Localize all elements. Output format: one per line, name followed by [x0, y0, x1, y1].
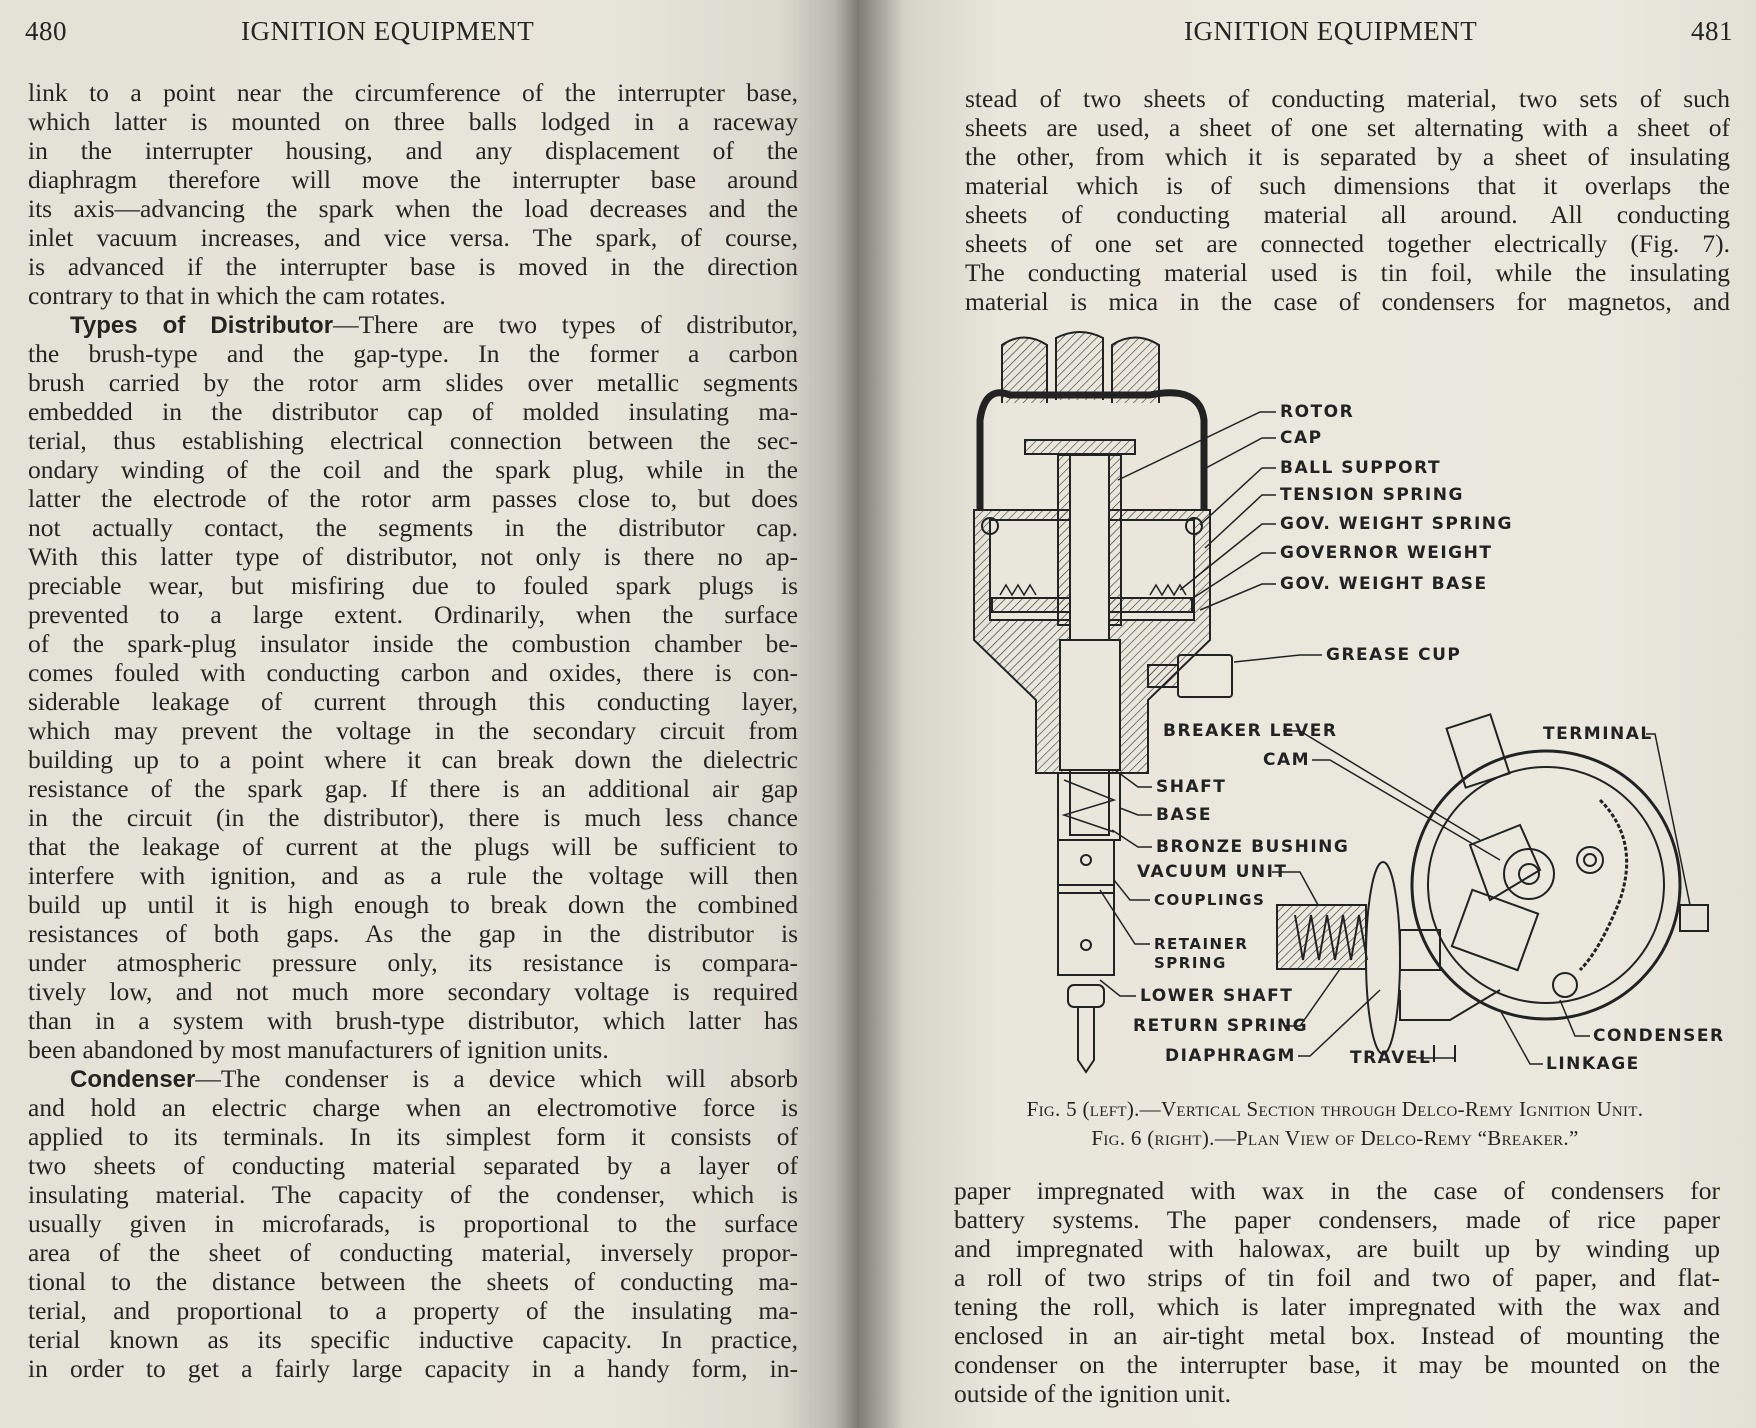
- line-text: latter the electrode of the rotor arm passes close to, but does: [28, 484, 798, 513]
- line-text: than in a system with brush-type distributor, which latter has: [28, 1006, 798, 1035]
- line-text: in order to get a fairly large capacity in a handy form, in-: [28, 1354, 798, 1383]
- line-text: of the spark-plug insulator inside the combustion chamber be-: [28, 629, 798, 658]
- line-text: The conducting material used is tin foil, while the insulating: [965, 258, 1730, 287]
- line-text: its axis—advancing the spark when the load decreases and the: [28, 194, 798, 223]
- label-return-spring: RETURN SPRING: [1133, 1016, 1309, 1036]
- line-text: terial, thus establishing electrical connection between the sec-: [28, 426, 798, 455]
- text-line: [954, 1321, 1720, 1350]
- line-text: a roll of two strips of tin foil and two of paper, and flat-: [954, 1263, 1720, 1292]
- line-text: comes fouled with conducting carbon and oxides, there is con-: [28, 658, 798, 687]
- label-rotor: ROTOR: [1280, 402, 1355, 422]
- figure-6-caption: Fig. 6 (right).—Plan View of Delco-Remy “Breaker.”: [1091, 1126, 1579, 1150]
- line-text: interfere with ignition, and as a rule the voltage will then: [28, 861, 798, 890]
- line-text: in the circuit (in the distributor), there is much less chance: [28, 803, 798, 832]
- text-line: [954, 1379, 1720, 1408]
- line-text: With this latter type of distributor, not only is there no ap-: [28, 542, 798, 571]
- running-head-right: IGNITION EQUIPMENT: [1184, 16, 1478, 46]
- line-text: that the leakage of current at the plugs will be sufficient to: [28, 832, 798, 861]
- line-text: and hold an electric charge when an electromotive force is: [28, 1093, 798, 1122]
- page-number-left: 480: [25, 16, 67, 46]
- line-text: —The condenser is a device which will absorb: [195, 1064, 798, 1093]
- label-tension-spring: TENSION SPRING: [1280, 485, 1464, 505]
- line-text: ondary winding of the coil and the spark plug, while in the: [28, 455, 798, 484]
- label-cap: CAP: [1280, 428, 1323, 448]
- label-shaft: SHAFT: [1156, 777, 1227, 797]
- line-text: terial known as its specific inductive capacity. In practice,: [28, 1325, 798, 1354]
- line-text: contrary to that in which the cam rotates.: [28, 281, 446, 310]
- line-text: prevented to a large extent. Ordinarily, when the surface: [28, 600, 798, 629]
- line-text: the other, from which it is separated by a sheet of insulating: [965, 142, 1730, 171]
- line-text: enclosed in an air-tight metal box. Instead of mounting the: [954, 1321, 1720, 1350]
- line-text: building up to a point where it can break down the dielectric: [28, 745, 798, 774]
- line-text: applied to its terminals. In its simplest form it consists of: [28, 1122, 798, 1151]
- line-text: usually given in microfarads, is proportional to the surface: [28, 1209, 798, 1238]
- text-line: [954, 1292, 1720, 1321]
- label-bronze-bushing: BRONZE BUSHING: [1156, 837, 1350, 857]
- text-line: [954, 1234, 1720, 1263]
- line-text: not actually contact, the segments in the distributor cap.: [28, 513, 798, 542]
- paragraph-heading: Condenser: [70, 1066, 196, 1093]
- line-text: and impregnated with halowax, are built up by winding up: [954, 1234, 1720, 1263]
- line-text: sheets of conducting material all around. All conducting: [965, 200, 1730, 229]
- label-diaphragm: DIAPHRAGM: [1165, 1046, 1296, 1066]
- label-governor-weight: GOVERNOR WEIGHT: [1280, 543, 1493, 563]
- label-spring: SPRING: [1154, 954, 1227, 972]
- page-number-right: 481: [1691, 16, 1733, 46]
- line-text: sheets are used, a sheet of one set alternating with a sheet of: [965, 113, 1730, 142]
- figure-5-caption: Fig. 5 (left).—Vertical Section through Delco-Remy Ignition Unit.: [1026, 1097, 1644, 1121]
- line-text: condenser on the interrupter base, it may be mounted on the: [954, 1350, 1720, 1379]
- line-text: sheets of one set are connected together electrically (Fig. 7).: [965, 229, 1730, 258]
- label-gov-weight-base: GOV. WEIGHT BASE: [1280, 574, 1488, 594]
- line-text: tional to the distance between the sheets of conducting ma-: [28, 1267, 798, 1296]
- line-text: build up until it is high enough to break down the combined: [28, 890, 798, 919]
- line-text: been abandoned by most manufacturers of ignition units.: [28, 1035, 609, 1064]
- label-gov-weight-spring: GOV. WEIGHT SPRING: [1280, 514, 1513, 534]
- line-text: which may prevent the voltage in the secondary circuit from: [28, 716, 798, 745]
- line-text: outside of the ignition unit.: [954, 1379, 1231, 1408]
- line-text: link to a point near the circumference of the interrupter base,: [28, 78, 798, 107]
- line-text: two sheets of conducting material separated by a layer of: [28, 1151, 798, 1180]
- text-line: [954, 1176, 1720, 1205]
- line-text: under atmospheric pressure only, its resistance is compara-: [28, 948, 798, 977]
- line-text: is advanced if the interrupter base is moved in the direction: [28, 252, 798, 281]
- label-cam: CAM: [1263, 750, 1311, 770]
- line-text: battery systems. The paper condensers, made of rice paper: [954, 1205, 1720, 1234]
- line-text: inlet vacuum increases, and vice versa. The spark, of course,: [28, 223, 798, 252]
- text-line: [954, 1350, 1720, 1379]
- paragraph-heading: Types of Distributor: [70, 312, 334, 339]
- line-text: in the interrupter housing, and any displacement of the: [28, 136, 798, 165]
- text-line: [954, 1263, 1720, 1292]
- label-linkage: LINKAGE: [1546, 1054, 1640, 1074]
- line-text: tening the roll, which is later impregnated with the wax and: [954, 1292, 1720, 1321]
- line-text: siderable leakage of current through this conducting layer,: [28, 687, 798, 716]
- line-text: stead of two sheets of conducting material, two sets of such: [965, 84, 1730, 113]
- label-grease-cup: GREASE CUP: [1326, 645, 1462, 665]
- line-text: resistance of the spark gap. If there is an additional air gap: [28, 774, 798, 803]
- line-text: diaphragm therefore will move the interrupter base around: [28, 165, 798, 194]
- line-text: terial, and proportional to a property of the insulating ma-: [28, 1296, 798, 1325]
- line-text: paper impregnated with wax in the case of condensers for: [954, 1176, 1720, 1205]
- line-text: which latter is mounted on three balls lodged in a raceway: [28, 107, 798, 136]
- line-text: insulating material. The capacity of the condenser, which is: [28, 1180, 798, 1209]
- line-text: brush carried by the rotor arm slides over metallic segments: [28, 368, 798, 397]
- line-text: —There are two types of distributor,: [333, 310, 798, 339]
- label-vacuum-unit: VACUUM UNIT: [1137, 862, 1288, 882]
- running-head-left: IGNITION EQUIPMENT: [241, 16, 535, 46]
- label-couplings: COUPLINGS: [1154, 891, 1266, 909]
- label-lower-shaft: LOWER SHAFT: [1140, 986, 1294, 1006]
- label-travel: TRAVEL: [1350, 1048, 1432, 1068]
- right-page-bottom-body: [954, 1176, 1720, 1408]
- label-breaker-lever: BREAKER LEVER: [1163, 721, 1338, 741]
- label-ball-support: BALL SUPPORT: [1280, 458, 1442, 478]
- line-text: material is mica in the case of condensers for magnetos, and: [965, 287, 1730, 316]
- line-text: area of the sheet of conducting material, inversely propor-: [28, 1238, 798, 1267]
- label-base: BASE: [1156, 805, 1212, 825]
- line-text: preciable wear, but misfiring due to fouled spark plugs is: [28, 571, 798, 600]
- line-text: tively low, and not much more secondary voltage is required: [28, 977, 798, 1006]
- label-terminal: TERMINAL: [1543, 724, 1653, 744]
- line-text: material which is of such dimensions that it overlaps the: [965, 171, 1730, 200]
- text-line: [954, 1205, 1720, 1234]
- label-retainer: RETAINER: [1154, 935, 1249, 953]
- line-text: resistances of both gaps. As the gap in the distributor is: [28, 919, 798, 948]
- line-text: the brush-type and the gap-type. In the former a carbon: [28, 339, 798, 368]
- line-text: embedded in the distributor cap of molded insulating ma-: [28, 397, 798, 426]
- label-condenser: CONDENSER: [1593, 1026, 1725, 1046]
